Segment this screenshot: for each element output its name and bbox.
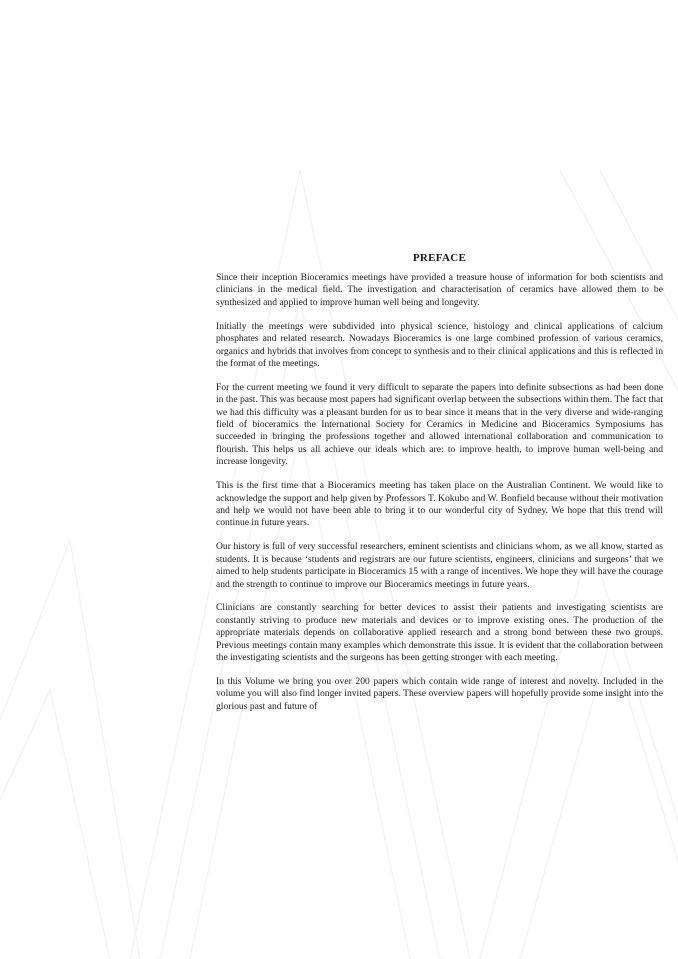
paragraph: Clinicians are constantly searching for better devices to assist their patients and investigating scientists are constantly striving to produce new materials and devices or to improve existing ones. The production of the appropriate materials depends on collaborative applied research and a strong bond between these two groups. Previous meetings contain many examples which demonstrate this issue. It is evident that the collaboration between the investigating scientists and the surgeons has been getting stronger with each meeting.	[216, 602, 663, 664]
paragraph: Since their inception Bioceramics meetings have provided a treasure house of information for both scientists and clinicians in the medical field. The investigation and characterisation of ceramics have allowed them to be synthesized and applied to improve human well being and longevity.	[216, 272, 663, 308]
preface-content	[216, 252, 663, 725]
paragraph: For the current meeting we found it very difficult to separate the papers into definite subsections as had been done in the past. This was because most papers had significant overlap between the subsections within them. The fact that we had this difficulty was a pleasant burden for us to bear since it means that in the very diverse and wide-ranging field of bioceramics the International Society for Ceramics in Medicine and Bioceramics Symposiums has succeeded in bringing the professions together and allowed international collaboration and communication to flourish. This helps us all achieve our ideals which are: to improve health, to improve human well-being and increase longevity.	[216, 381, 663, 468]
page-title: PREFACE	[412, 252, 467, 264]
paragraph: In this Volume we bring you over 200 papers which contain wide range of interest and novelty. Included in the volume you will also find longer invited papers. These overview papers will hopefully provide some insight into the glorious past and future of	[216, 675, 663, 712]
paragraph: Our history is full of very successful researchers, eminent scientists and clinicians whom, as we all know, started as students. It is because ‘students and registrars are our future scientists, engineers, clinicians and surgeons’ that we aimed to help students participate in Bioceramics 15 with a range of incentives. We hope they will have the courage and the strength to continue to improve our Bioceramics meetings in future years.	[216, 541, 663, 590]
paragraph: This is the first time that a Bioceramics meeting has taken place on the Australian Continent. We would like to acknowledge the support and help given by Professors T. Kokubo and W. Bonfield because without their motivation and help we would not have been able to bring it to our wonderful city of Sydney. We hope that this trend will continue in future years.	[216, 480, 663, 529]
paragraph: Initially the meetings were subdivided into physical science, histology and clinical applications of calcium phosphates and related research. Nowadays Bioceramics is one large combined profession of various ceramics, organics and hybrids that involves from concept to synthesis and to their clinical applications and this is reflected in the format of the meetings.	[216, 320, 663, 369]
